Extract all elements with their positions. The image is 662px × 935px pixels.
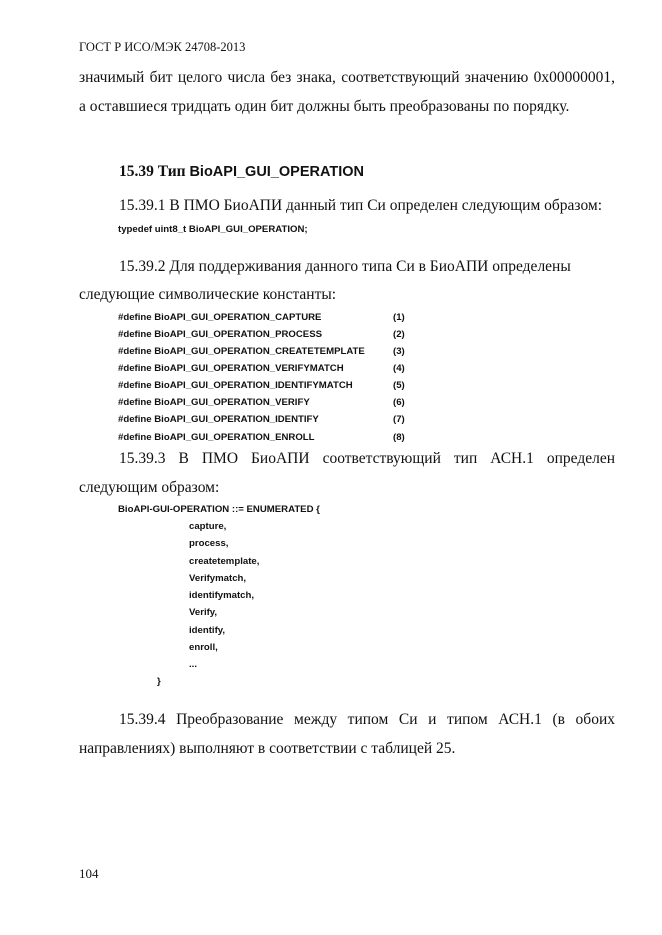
define-name: #define BioAPI_GUI_OPERATION_IDENTIFY [118, 414, 319, 425]
paragraph-15-39-2-line-2: следующие символические константы: [79, 286, 337, 303]
define-value: (4) [393, 363, 405, 374]
paragraph-15-39-4-line-2: направлениях) выполняют в соответствии с таблицей 25. [79, 740, 456, 757]
define-name: #define BioAPI_GUI_OPERATION_CAPTURE [118, 312, 322, 323]
define-name: #define BioAPI_GUI_OPERATION_ENROLL [118, 432, 315, 443]
asn-enum-item: enroll, [189, 642, 218, 653]
paragraph-15-39-2-line-1: 15.39.2 Для поддерживания данного типа Си в БиоАПИ определены [119, 258, 571, 275]
section-heading [119, 163, 364, 181]
asn-enum-item: Verifymatch, [189, 573, 247, 584]
define-value: (7) [393, 414, 405, 425]
asn-enum-item: ... [189, 659, 197, 670]
section-type-name: BioAPI_GUI_OPERATION [189, 164, 365, 180]
define-value: (1) [393, 312, 405, 323]
paragraph-15-39-4-line-1: 15.39.4 Преобразование между типом Си и типом АСН.1 (в обоих [119, 711, 615, 728]
define-name: #define BioAPI_GUI_OPERATION_IDENTIFYMATCH [118, 380, 353, 391]
asn-close-brace: } [157, 676, 161, 687]
paragraph-15-39-1: 15.39.1 В ПМО БиоАПИ данный тип Си определен следующим образом: [119, 197, 603, 214]
asn-enum-item: createtemplate, [189, 556, 260, 567]
define-value: (3) [393, 346, 405, 357]
define-name: #define BioAPI_GUI_OPERATION_PROCESS [118, 329, 322, 340]
page-number: 104 [79, 866, 99, 881]
define-value: (5) [393, 380, 405, 391]
intro-line-1: значимый бит целого числа без знака, соответствующий значению 0x00000001, [79, 69, 615, 86]
asn-enum-item: capture, [189, 521, 227, 532]
define-value: (2) [393, 329, 405, 340]
define-name: #define BioAPI_GUI_OPERATION_VERIFY [118, 397, 310, 408]
define-name: #define BioAPI_GUI_OPERATION_VERIFYMATCH [118, 363, 344, 374]
define-name: #define BioAPI_GUI_OPERATION_CREATETEMPLATE [118, 346, 365, 357]
asn-open-line: BioAPI-GUI-OPERATION ::= ENUMERATED { [118, 504, 320, 515]
document-header: ГОСТ Р ИСО/МЭК 24708-2013 [79, 40, 246, 54]
define-value: (8) [393, 432, 405, 443]
intro-line-2: а оставшиеся тридцать один бит должны быть преобразованы по порядку. [79, 98, 570, 115]
asn-enum-item: identifymatch, [189, 590, 255, 601]
paragraph-15-39-3-line-1: 15.39.3 В ПМО БиоАПИ соответствующий тип АСН.1 определен [119, 450, 615, 467]
asn-enum-item: Verify, [189, 607, 218, 618]
define-value: (6) [393, 397, 405, 408]
asn-enum-item: identify, [189, 625, 226, 636]
section-number-label: 15.39 Тип [119, 163, 186, 180]
typedef-code: typedef uint8_t BioAPI_GUI_OPERATION; [118, 224, 308, 235]
asn-enum-item: process, [189, 538, 229, 549]
paragraph-15-39-3-line-2: следующим образом: [79, 479, 220, 496]
